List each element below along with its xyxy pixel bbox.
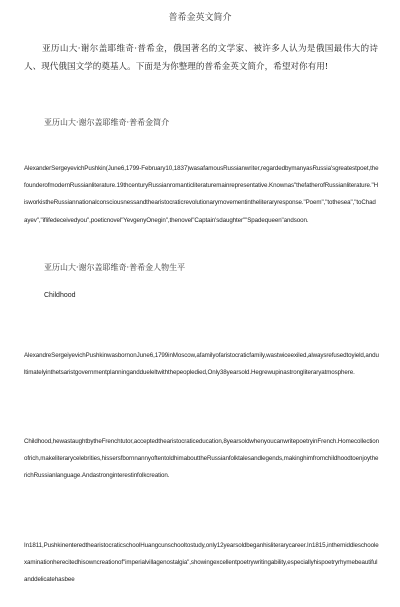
biography-paragraph-3: In1811,PushkinenteredthearistocraticschoolHuangcunschooltostudy,only12yearsoldbeganhisliterarycareer.In1815,inthemiddleschoolexaminationherecitedhisowncreationof"imperialvillagenostalgia",showingexcellentpoetrywritingability,especiallyhispoetryrhymebeautifulanddelicatehasbee	[24, 542, 379, 584]
section-heading-biography: 亚历山大·谢尔盖耶维奇·普希金人物生平	[44, 263, 186, 272]
biography-paragraph-2: Childhood,hewastaughtbytheFrenchtutor,acceptedthearistocraticeducation,8yearsoldwhenyoucanwritepoetryinFrench.Homecollectionofrich,makeliterarycelebrities,hissersfbornnannyoftentoldhimabouttheRussianfolktalesandlegends,makinghimfromchildhoodtoenjoytherichRussianlanguage.Andastronginterestinfolkcreation.	[24, 438, 380, 480]
subheading-childhood: Childhood	[44, 292, 76, 299]
section-heading-intro: 亚历山大·谢尔盖耶维奇·普希金简介	[44, 118, 170, 127]
biography-paragraph-1: AlexandreSergeiyevichPushkinwasbornonJune6,1799inMoscow,afamilyofaristocraticfamily,wastwiceexiled,alwaysrefusedtoyield,andultimatelyinthetsaristgovernmentplanninganddueleltwiththepeopledied,Only38yearsold.Hegrewupinastrongliteraryatmosphere.	[24, 352, 379, 377]
intro-paragraph: 亚历山大·谢尔盖耶维奇·普希金，俄国著名的文学家、被许多人认为是俄国最伟大的诗人、现代俄国文学的奠基人。下面是为你整理的普希金英文简介，希望对你有用!	[24, 44, 378, 72]
section-paragraph-intro: AlexanderSergeyevichPushkin(June6,1799-February10,1837)wasafamousRussianwriter,regardedbymanyasRussia'sgreatestpoet,thefounderofmodernRussianliterature.19thcenturyRussianromanticliteraturemainrepresentative.Knownas"thefatherofRussianliterature."HisworkistheRussiannationalconsciousnessandthearistocraticrevolutionarymovementintheliteraryresponse."Poem","tothesea","toChadayev","iflifedeceivedyou",poeticnovel"YevgenyOnegin",thenovel"Captain'sdaughter""Spadequeen"andsoon.	[24, 165, 379, 224]
document-title: 普希金英文简介	[168, 13, 232, 23]
